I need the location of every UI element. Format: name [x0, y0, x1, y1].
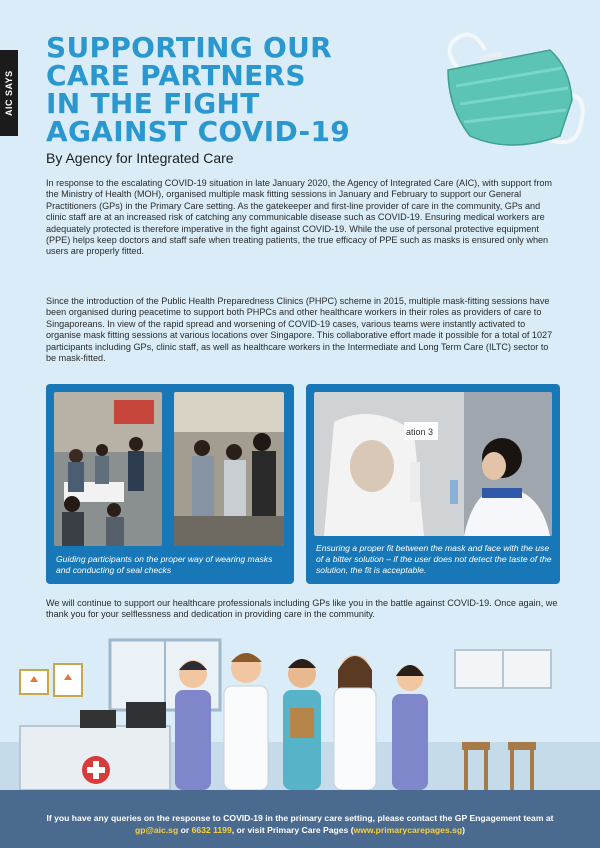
body-paragraph: In response to the escalating COVID-19 situation in late January 2020, the Agency of Integrated Care (AIC), with support from the Ministry of Health (MOH), organised multiple mask fitting sessions in January and February to support our General Practitioners (GPs) in the Primary Care setting. As the gatekeeper and first-line provider of care in the community, GPs and clinic staff are at an increased risk of catching any communicable disease such as COVID-19. Ensuring medical workers are adequately protected is therefore imperative in the fight against COVID-19. While the use of personal protective equipment (PPE) helps keep doctors and staff safe when treating patients, the true efficacy of PPE such as masks is ensured only when users are properly fitted.	[46, 178, 552, 257]
title-line: IN THE FIGHT	[46, 87, 260, 120]
photo-mask-demonstration	[174, 392, 284, 546]
title-line: SUPPORTING OUR	[46, 31, 333, 64]
photo-sign-text: ation 3	[406, 427, 434, 437]
body-paragraph: Since the introduction of the Public Health Preparedness Clinics (PHPC) scheme in 2015, multiple mask-fitting sessions have been organised during peacetime to support both PHPCs and other healthcare workers in their roles as providers of care to Singaporeans. In view of the rapid spread and worsening of COVID-19 cases, various teams were instantly activated to organise mask fitting sessions at various locations over Singapore. This collaborative effort made it possible for a total of 1027 participants including GPs, clinic staff, as well as healthcare workers in the Intermediate and Long Term Care (ILTC) sector to be mask-fitted.	[46, 296, 553, 364]
byline: By Agency for Integrated Care	[46, 150, 234, 166]
photo-panel-fit-test	[306, 384, 560, 584]
first-aid-cross-icon	[82, 756, 110, 784]
photo-caption: Guiding participants on the proper way of wearing masks and conducting of seal checks	[56, 554, 273, 575]
photo-participants-seated	[54, 392, 162, 546]
photo-panel-mask-guidance	[46, 384, 294, 584]
closing-paragraph: We will continue to support our healthcare professionals including GPs like you in the battle against COVID-19. Once again, we thank you for your selflessness and dedication in providing care in the community.	[46, 598, 558, 620]
photo-caption: Ensuring a proper fit between the mask and face with the use of a bitter solution – if the user does not detect the taste of the solution, the fit is acceptable.	[316, 543, 552, 575]
healthcare-team-illustration	[0, 630, 600, 790]
phone-link[interactable]: 6632 1199	[191, 825, 232, 835]
title-line: CARE PARTNERS	[46, 59, 306, 92]
footer-text	[40, 812, 560, 836]
footer-text-part: , or visit Primary Care Pages (	[231, 825, 354, 835]
surgical-mask-illustration	[430, 28, 590, 158]
footer-text-part: If you have any queries on the response to COVID-19 in the primary care setting, please contact the GP Engagement team at	[46, 813, 554, 823]
title-line: AGAINST COVID-19	[46, 115, 351, 148]
footer-text-part: )	[462, 825, 466, 835]
page-title	[46, 31, 406, 148]
photo-fit-test	[314, 392, 552, 536]
section-tab: AIC SAYS	[0, 50, 18, 136]
contact-footer	[0, 790, 600, 848]
website-link[interactable]: www.primarycarepages.sg	[353, 825, 463, 835]
footer-text-part: or	[178, 825, 192, 835]
email-link[interactable]: gp@aic.sg	[134, 825, 179, 835]
